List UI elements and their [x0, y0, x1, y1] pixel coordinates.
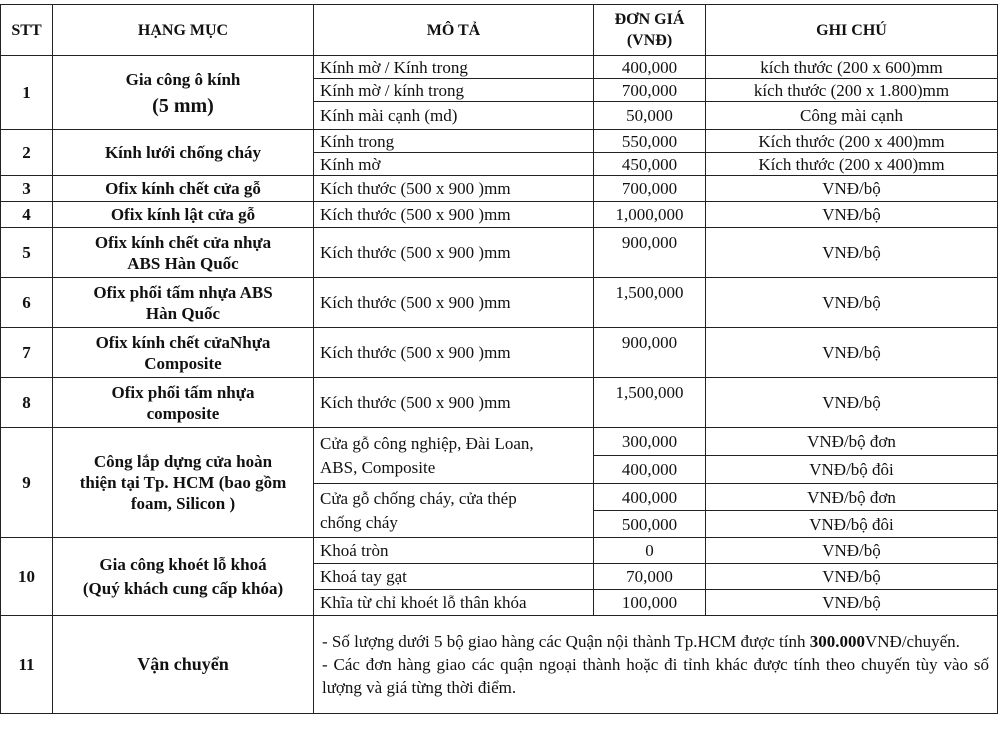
category-line: Công lắp dựng cửa hoàn	[93, 452, 273, 471]
table-row	[1, 378, 998, 428]
description-cell: Kính mờ	[314, 153, 594, 176]
shipping-line-1	[322, 630, 989, 653]
stt-cell: 11	[1, 616, 53, 714]
price-cell: 700,000	[594, 176, 706, 202]
category-line: composite	[146, 403, 220, 423]
header-stt: STT	[1, 5, 53, 56]
shipping-text: - Số lượng dưới 5 bộ giao hàng các Quận nội thành Tp.HCM được tính	[322, 632, 806, 651]
category-line: ABS Hàn Quốc	[127, 253, 239, 273]
table-row	[1, 278, 998, 328]
header-row	[1, 5, 998, 56]
description-cell	[314, 484, 594, 538]
description-cell: Kính mờ / kính trong	[314, 79, 594, 102]
category-line: Ofix phối tấm nhựa ABS	[93, 282, 273, 302]
description-cell: Kính mài cạnh (md)	[314, 102, 594, 130]
price-cell: 1,000,000	[594, 202, 706, 228]
category-line: Ofix phối tấm nhựa	[111, 382, 255, 402]
category-line: Composite	[144, 353, 222, 373]
category-line: (5 mm)	[152, 94, 214, 117]
description-cell: Kích thước (500 x 900 )mm	[314, 328, 594, 378]
note-cell: VNĐ/bộ	[706, 378, 998, 428]
note-cell: VNĐ/bộ	[706, 202, 998, 228]
category-cell	[53, 428, 314, 538]
category-cell: Vận chuyển	[53, 616, 314, 714]
category-line: Gia công ô kính	[125, 69, 241, 89]
description-cell: Kích thước (500 x 900 )mm	[314, 228, 594, 278]
price-cell: 450,000	[594, 153, 706, 176]
stt-cell: 3	[1, 176, 53, 202]
category-line: Ofix kính chết cửaNhựa	[95, 332, 271, 352]
description-cell: Khoá tròn	[314, 538, 594, 564]
note-cell: VNĐ/bộ đôi	[706, 456, 998, 484]
description-cell: Kích thước (500 x 900 )mm	[314, 202, 594, 228]
category-cell	[53, 538, 314, 616]
category-line: thiện tại Tp. HCM (bao gồm	[79, 473, 287, 492]
category-line: Hàn Quốc	[145, 303, 221, 323]
note-cell: kích thước (200 x 1.800)mm	[706, 79, 998, 102]
price-cell: 1,500,000	[594, 278, 706, 328]
note-cell: kích thước (200 x 600)mm	[706, 56, 998, 79]
description-cell: Khĩa từ chỉ khoét lỗ thân khóa	[314, 590, 594, 616]
header-description: MÔ TẢ	[314, 5, 594, 56]
description-cell: Kính mờ / Kính trong	[314, 56, 594, 79]
note-cell: VNĐ/bộ	[706, 590, 998, 616]
note-cell: VNĐ/bộ đơn	[706, 484, 998, 511]
description-cell: Kính trong	[314, 130, 594, 153]
stt-cell: 4	[1, 202, 53, 228]
stt-cell: 8	[1, 378, 53, 428]
category-cell	[53, 278, 314, 328]
description-cell: Kích thước (500 x 900 )mm	[314, 176, 594, 202]
note-cell: VNĐ/bộ đôi	[706, 511, 998, 538]
table-row	[1, 228, 998, 278]
description-line: Cửa gỗ chống cháy, cửa thép	[320, 488, 517, 508]
note-cell: VNĐ/bộ	[706, 228, 998, 278]
table-row	[1, 428, 998, 456]
table-row	[1, 130, 998, 153]
table-row	[1, 616, 998, 714]
note-cell: VNĐ/bộ	[706, 538, 998, 564]
shipping-note-cell	[314, 616, 998, 714]
shipping-line-2: - Các đơn hàng giao các quận ngoại thành hoặc đi tỉnh khác được tính theo chuyến tùy vào số lượng và giá từng thời điểm.	[322, 655, 989, 697]
category-cell	[53, 228, 314, 278]
price-cell: 500,000	[594, 511, 706, 538]
category-cell	[53, 328, 314, 378]
price-table	[0, 4, 998, 714]
header-note: GHI CHÚ	[706, 5, 998, 56]
category-cell	[53, 56, 314, 130]
price-cell: 400,000	[594, 56, 706, 79]
note-cell: VNĐ/bộ đơn	[706, 428, 998, 456]
stt-cell: 2	[1, 130, 53, 176]
price-cell: 550,000	[594, 130, 706, 153]
stt-cell: 1	[1, 56, 53, 130]
price-cell: 700,000	[594, 79, 706, 102]
category-line: Ofix kính chết cửa nhựa	[94, 232, 272, 252]
price-cell: 1,500,000	[594, 378, 706, 428]
price-cell: 100,000	[594, 590, 706, 616]
note-cell: Kích thước (200 x 400)mm	[706, 130, 998, 153]
note-cell: VNĐ/bộ	[706, 278, 998, 328]
price-cell: 50,000	[594, 102, 706, 130]
note-cell: Kích thước (200 x 400)mm	[706, 153, 998, 176]
category-cell	[53, 378, 314, 428]
note-cell: VNĐ/bộ	[706, 564, 998, 590]
description-cell	[314, 428, 594, 484]
note-cell: VNĐ/bộ	[706, 176, 998, 202]
price-cell: 900,000	[594, 228, 706, 278]
category-cell: Ofix kính lật cửa gỗ	[53, 202, 314, 228]
note-cell: VNĐ/bộ	[706, 328, 998, 378]
category-line: foam, Silicon )	[130, 494, 236, 513]
price-cell: 70,000	[594, 564, 706, 590]
stt-cell: 7	[1, 328, 53, 378]
description-cell: Kích thước (500 x 900 )mm	[314, 278, 594, 328]
price-cell: 900,000	[594, 328, 706, 378]
header-category: HẠNG MỤC	[53, 5, 314, 56]
table-row	[1, 328, 998, 378]
note-cell: Công mài cạnh	[706, 102, 998, 130]
table-row	[1, 538, 998, 564]
table-row	[1, 202, 998, 228]
stt-cell: 6	[1, 278, 53, 328]
description-cell: Khoá tay gạt	[314, 564, 594, 590]
price-cell: 400,000	[594, 456, 706, 484]
description-cell: Kích thước (500 x 900 )mm	[314, 378, 594, 428]
category-cell: Kính lưới chống cháy	[53, 130, 314, 176]
shipping-price: 300.000	[809, 632, 865, 651]
category-line: Gia công khoét lỗ khoá	[99, 554, 267, 574]
description-line: Cửa gỗ công nghiệp, Đài Loan,	[320, 433, 534, 453]
price-cell: 0	[594, 538, 706, 564]
stt-cell: 10	[1, 538, 53, 616]
category-cell: Ofix kính chết cửa gỗ	[53, 176, 314, 202]
description-line: ABS, Composite	[320, 457, 436, 477]
stt-cell: 9	[1, 428, 53, 538]
shipping-unit: VNĐ/chuyến.	[865, 632, 960, 651]
description-line: chống cháy	[320, 512, 398, 532]
table-row	[1, 56, 998, 79]
category-line: (Quý khách cung cấp khóa)	[82, 578, 284, 598]
stt-cell: 5	[1, 228, 53, 278]
price-cell: 300,000	[594, 428, 706, 456]
price-cell: 400,000	[594, 484, 706, 511]
table-row	[1, 176, 998, 202]
header-unit-price: ĐƠN GIÁ (VNĐ)	[594, 5, 706, 56]
